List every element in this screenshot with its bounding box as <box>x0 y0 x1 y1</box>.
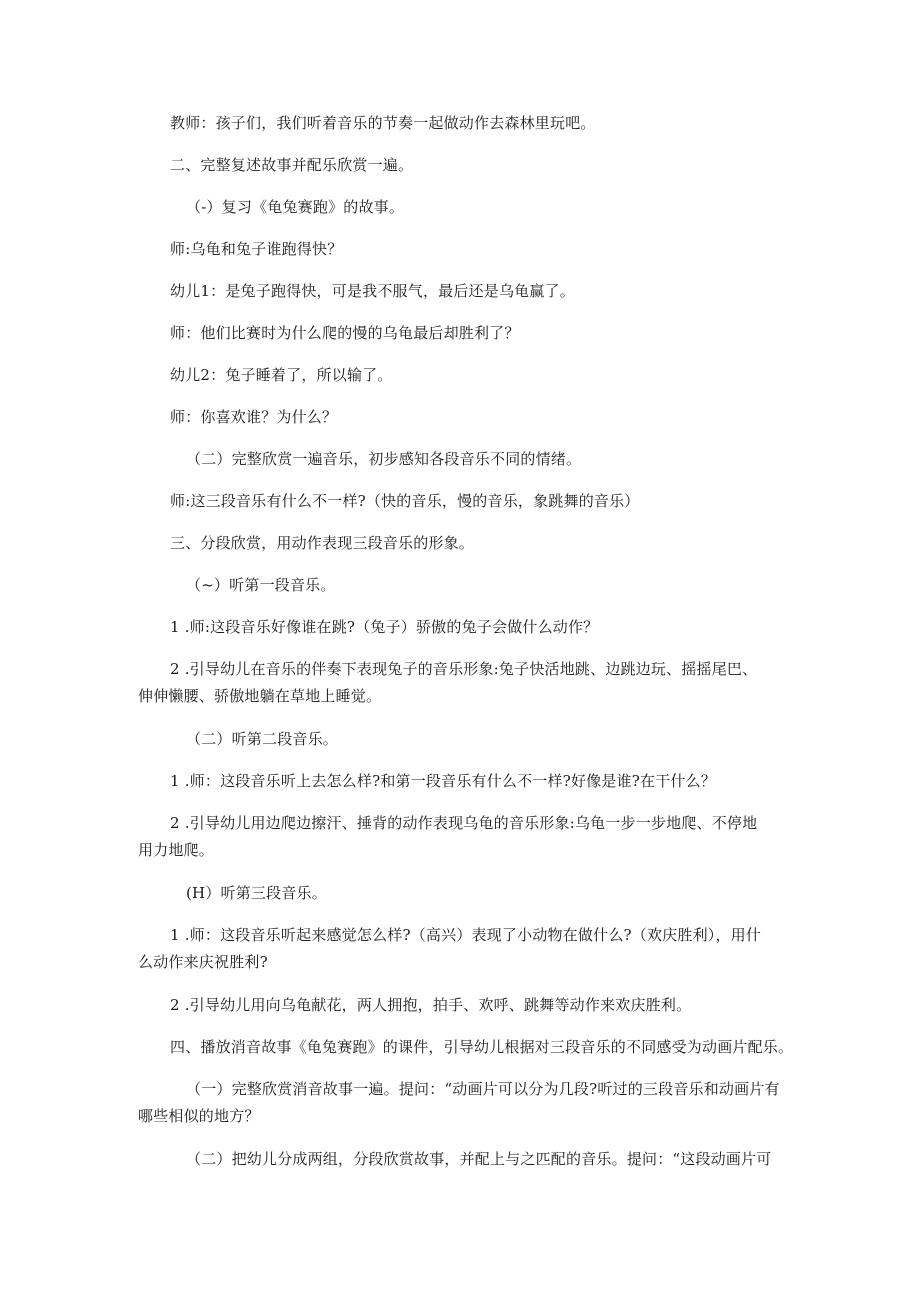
text-line: 师：你喜欢谁？为什么？ <box>170 408 338 426</box>
section-heading: 三、分段欣赏，用动作表现三段音乐的形象。 <box>170 534 475 552</box>
list-item: 2 .引导幼儿在音乐的伴奏下表现兔子的音乐形象:兔子快活地跳、边跳边玩、摇摇尾巴、 <box>170 660 758 678</box>
list-item: 2 .引导幼儿用向乌龟献花，两人拥抱，拍手、欢呼、跳舞等动作来欢庆胜利。 <box>170 996 692 1014</box>
text-line: 教师：孩子们，我们听着音乐的节奏一起做动作去森林里玩吧。 <box>170 114 596 132</box>
text-line: 师:乌龟和兔子谁跑得快？ <box>170 240 343 258</box>
subsection-heading: （-）复习《龟兔赛跑》的故事。 <box>186 198 405 216</box>
subsection-heading: （二）完整欣赏一遍音乐，初步感知各段音乐不同的情绪。 <box>186 450 582 468</box>
text-line: 师：他们比赛时为什么爬的慢的乌龟最后却胜利了？ <box>170 324 520 342</box>
section-heading: 四、播放消音故事《龟兔赛跑》的课件，引导幼儿根据对三段音乐的不同感受为动画片配乐。 <box>170 1038 794 1056</box>
text-line-continuation: 哪些相似的地方？ <box>138 1107 260 1125</box>
subsection-heading: （二）把幼儿分成两组，分段欣赏故事，并配上与之匹配的音乐。提问：“这段动画片可 <box>186 1150 772 1168</box>
text-line: 幼儿1：是兔子跑得快，可是我不服气，最后还是乌龟赢了。 <box>170 282 575 300</box>
subsection-heading: （~）听第一段音乐。 <box>186 576 336 594</box>
text-line: 师:这三段音乐有什么不一样?（快的音乐，慢的音乐，象跳舞的音乐） <box>170 492 640 510</box>
list-item: 1 .师：这段音乐听上去怎么样?和第一段音乐有什么不一样?好像是谁?在干什么？ <box>170 772 717 790</box>
list-item: 1 .师：这段音乐听起来感觉怎么样?（高兴）表现了小动物在做什么?（欢庆胜利），用什 <box>170 926 762 944</box>
subsection-heading: （一）完整欣赏消音故事一遍。提问：“动画片可以分为几段?听过的三段音乐和动画片有 <box>186 1080 780 1098</box>
text-line: 幼儿2：兔子睡着了，所以输了。 <box>170 366 393 384</box>
list-item: 1 .师:这段音乐好像谁在跳?（兔子）骄傲的兔子会做什么动作？ <box>170 618 599 636</box>
list-item-continuation: 用力地爬。 <box>138 841 215 859</box>
list-item-continuation: 么动作来庆祝胜利? <box>138 953 268 971</box>
subsection-heading: (H）听第三段音乐。 <box>186 884 327 902</box>
list-item-continuation: 伸伸懒腰、骄傲地躺在草地上睡觉。 <box>138 687 382 705</box>
section-heading: 二、完整复述故事并配乐欣赏一遍。 <box>170 156 414 174</box>
subsection-heading: （二）听第二段音乐。 <box>186 730 339 748</box>
list-item: 2 .引导幼儿用边爬边擦汗、捶背的动作表现乌龟的音乐形象:乌龟一步一步地爬、不停地 <box>170 814 758 832</box>
